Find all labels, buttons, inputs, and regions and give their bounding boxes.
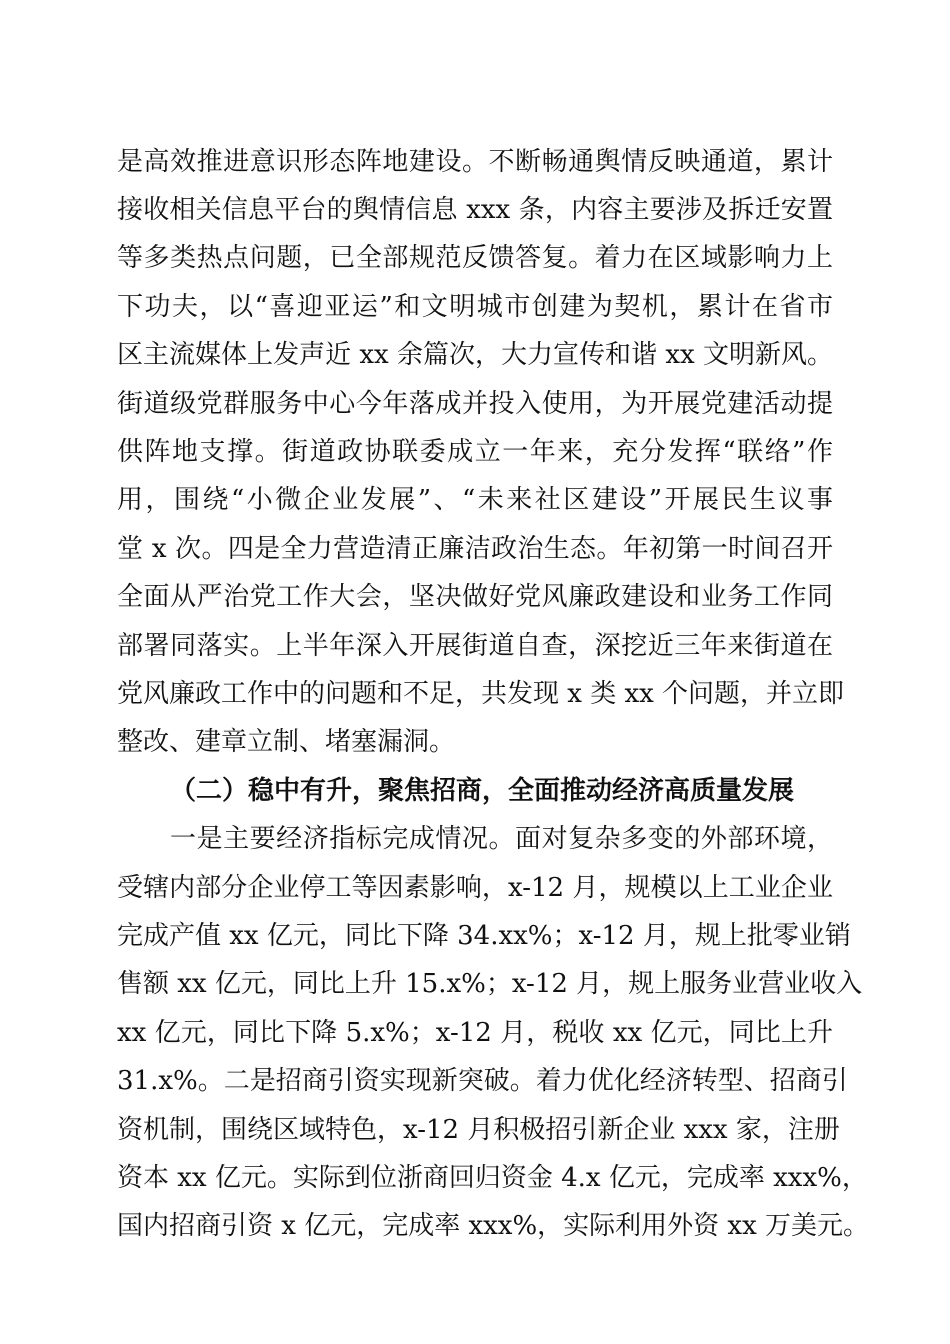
text-line: 党风廉政工作中的问题和不足，共发现 x 类 xx 个问题，并立即 [117, 679, 845, 709]
text-line: 资机制，围绕区域特色，x-12 月积极招引新企业 xxx 家，注册 [117, 1115, 840, 1145]
text-line: 接收相关信息平台的舆情信息 xxx 条，内容主要涉及拆迁安置 [117, 195, 833, 225]
text-line: 供阵地支撑。街道政协联委成立一年来，充分发挥“联络”作 [117, 437, 833, 467]
text-line: xx 亿元，同比下降 5.x%；x-12 月，税收 xx 亿元，同比上升 [117, 1018, 833, 1048]
text-line: 堂 x 次。四是全力营造清正廉洁政治生态。年初第一时间召开 [117, 534, 833, 564]
text-line: 31.x%。二是招商引资实现新突破。着力优化经济转型、招商引 [117, 1066, 848, 1096]
text-line: 等多类热点问题，已全部规范反馈答复。着力在区域影响力上 [117, 243, 833, 273]
text-line: 整改、建章立制、堵塞漏洞。 [117, 727, 456, 757]
text-line: 一是主要经济指标完成情况。面对复杂多变的外部环境， [170, 824, 833, 854]
text-line: 用，围绕“小微企业发展”、“未来社区建设”开展民生议事 [117, 485, 833, 515]
text-line: 是高效推进意识形态阵地建设。不断畅通舆情反映通道，累计 [117, 147, 833, 177]
text-line: 部署同落实。上半年深入开展街道自查，深挖近三年来街道在 [117, 631, 833, 661]
text-line: 全面从严治党工作大会，坚决做好党风廉政建设和业务工作同 [117, 582, 833, 612]
text-line: 受辖内部分企业停工等因素影响，x-12 月，规模以上工业企业 [117, 873, 833, 903]
text-line: 售额 xx 亿元，同比上升 15.x%；x-12 月，规上服务业营业收入 [117, 969, 863, 999]
text-line: 国内招商引资 x 亿元，完成率 xxx%，实际利用外资 xx 万美元。 [117, 1211, 870, 1241]
text-line: 街道级党群服务中心今年落成并投入使用，为开展党建活动提 [117, 389, 833, 419]
text-line: 下功夫，以“喜迎亚运”和文明城市创建为契机，累计在省市 [117, 292, 833, 322]
section-heading: （二）稳中有升，聚焦招商，全面推动经济高质量发展 [170, 776, 795, 806]
text-line: 完成产值 xx 亿元，同比下降 34.xx%；x-12 月，规上批零业销 [117, 921, 851, 951]
text-line: 资本 xx 亿元。实际到位浙商回归资金 4.x 亿元，完成率 xxx%， [117, 1163, 868, 1193]
text-line: 区主流媒体上发声近 xx 余篇次，大力宣传和谐 xx 文明新风。 [117, 340, 833, 370]
